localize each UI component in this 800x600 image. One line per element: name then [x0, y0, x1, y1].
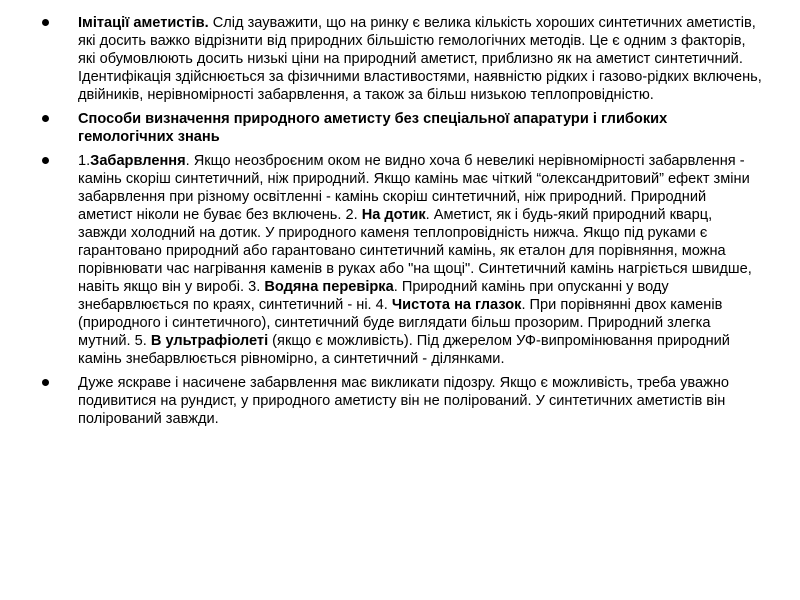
bullet-dot-icon [42, 157, 49, 164]
method-title-touch: На дотик [361, 207, 426, 223]
bullet-dot-icon [42, 115, 49, 122]
method-text-water: . Природний камінь при опусканні у воду знебарвлюється по краях, синтетичний - ні. 4. [78, 279, 669, 313]
method-title-clarity: Чистота на глазок [391, 297, 522, 313]
bullet-item-imitations [34, 14, 764, 104]
bullet-dot-icon [42, 379, 49, 386]
bullet-text: Дуже яскраве і насичене забарвлення має викликати підозру. Якщо є можливість, треба уважно подивитися на рундист, у природного аметисту він не полірований. У синтетичних аметистів він полірований завжди. [78, 375, 730, 427]
method-text-touch: . Аметист, як і будь-який природний кварц, завжди холодний на дотик. У природного каменя теплопровідність нижча. Якщо під руками є гарантовано природний або гарантовано синтетичний камінь, як еталон для порівняння, можна порівнювати час нагрівання каменів в руках або "на щоці". Синтетичний камінь нагріється швидше, навіть якщо він у виробі. 3. [78, 207, 752, 295]
bullet-item-methods-heading [34, 110, 764, 146]
method-text-uv: (якщо є можливість). Під джерелом УФ-випромінювання природний камінь знебарвлюється рівномірно, а синтетичний - ділянками. [78, 333, 730, 367]
method-text-color: . Якщо неозброєним оком не видно хоча б невеликі нерівномірності забарвлення - камінь скоріш синтетичний, ніж природний. Якщо камінь має чіткий “олександритовий” ефект зміни забарвлення при різному освітленні - камінь скоріш синтетичний, ніж природний. Природний аметист ніколи не буває без включень. 2. [78, 153, 750, 223]
bullet-list [34, 14, 764, 434]
bullet-dot-icon [42, 19, 49, 26]
bullet-item-methods-list [34, 152, 764, 368]
bullet-title: Способи визначення природного аметисту без спеціальної апаратури і глибоких гемологічних знань [78, 111, 668, 145]
method-number: 1. [78, 153, 91, 169]
method-title-water: Водяна перевірка [264, 279, 394, 295]
bullet-item-bright-color [34, 374, 764, 428]
method-text-clarity: . При порівнянні двох каменів (природного і синтетичного), синтетичний буде виглядати більш прозорим. Природний злегка мутний. 5. [78, 297, 723, 349]
bullet-title: Імітації аметистів. [78, 15, 209, 31]
bullet-text: Слід зауважити, що на ринку є велика кількість хороших синтетичних аметистів, які досить важко відрізнити від природних більшістю гемологічних методів. Це є одним з факторів, які обумовлюють досить низькі ціни на природний аметист, приблизно як на аметист синтетичний. Ідентифікація здійснюється за фізичними властивостями, наявністю рідких і газово-рідких включень, двійників, нерівномірності забарвлення, а також за більш низькою теплопровідністю. [78, 15, 762, 103]
method-title-color: Забарвлення [90, 153, 186, 169]
method-title-uv: В ультрафіолеті [150, 333, 269, 349]
